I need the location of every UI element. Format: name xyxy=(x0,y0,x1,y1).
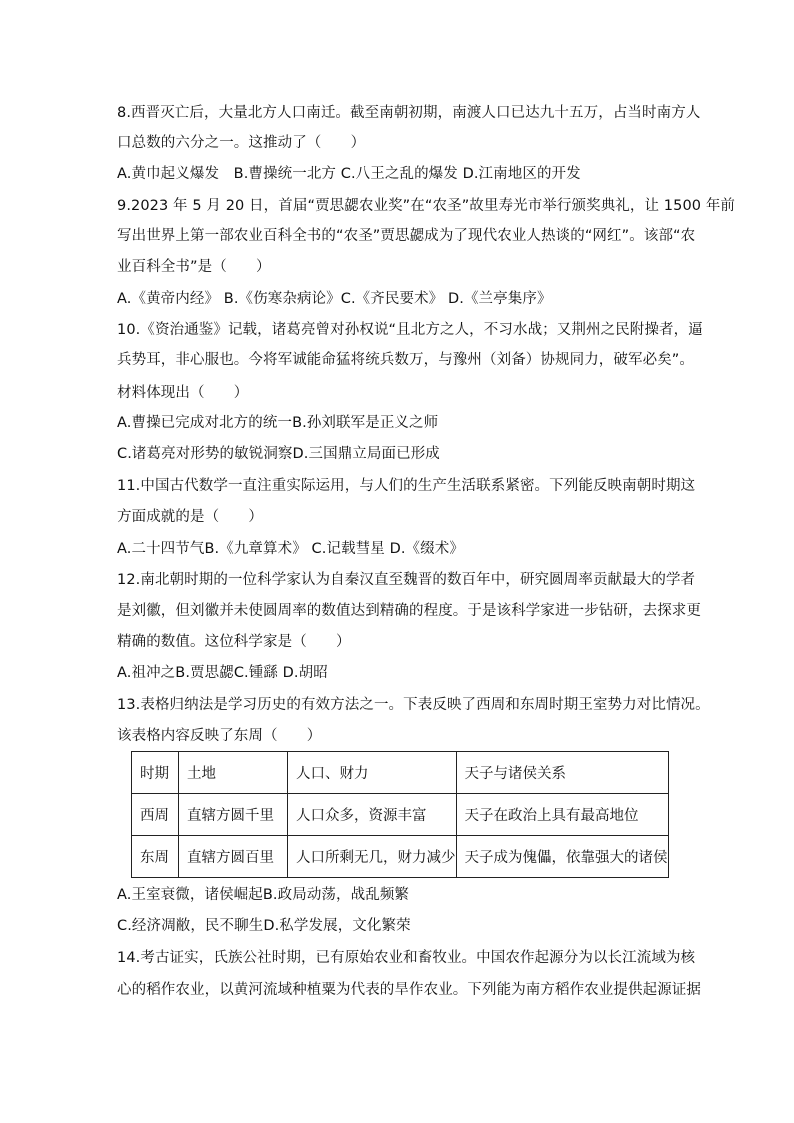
q10-stem-line-1: 10.《资治通鉴》记载，诸葛亮曾对孙权说“且北方之人，不习水战；又荆州之民附操者，逼 xyxy=(117,322,703,338)
table-header-cell: 人口、财力 xyxy=(288,752,457,794)
q13-table xyxy=(131,751,669,878)
q9-options: A.《黄帝内经》 B.《伤寒杂病论》C.《齐民要术》 D.《兰亭集序》 xyxy=(117,291,552,307)
q9-stem-line-3: 业百科全书”是（ ） xyxy=(117,259,271,275)
q13-options-line-1: A.王室衰微，诸侯崛起B.政局动荡，战乱频繁 xyxy=(117,887,410,903)
q11-options: A.二十四节气B.《九章算术》 C.记载彗星 D.《缀术》 xyxy=(117,541,464,557)
table-header-cell: 土地 xyxy=(179,752,288,794)
q14-stem-line-1: 14.考古证实，氏族公社时期，已有原始农业和畜牧业。中国农作起源分为以长江流域为核 xyxy=(117,950,696,966)
table-cell: 西周 xyxy=(132,794,179,836)
table-header-cell: 时期 xyxy=(132,752,179,794)
q13-stem-line-1: 13.表格归纳法是学习历史的有效方法之一。下表反映了西周和东周时期王室势力对比情况。 xyxy=(117,697,710,713)
table-cell: 直辖方圆百里 xyxy=(179,836,288,878)
q11-stem-line-2: 方面成就的是（ ） xyxy=(117,509,263,525)
q8-stem-line-1: 8.西晋灭亡后，大量北方人口南迁。截至南朝初期，南渡人口已达九十五万，占当时南方人 xyxy=(117,105,701,121)
table-cell: 东周 xyxy=(132,836,179,878)
table-row xyxy=(132,836,669,878)
table-header-cell: 天子与诸侯关系 xyxy=(456,752,668,794)
table-cell: 直辖方圆千里 xyxy=(179,794,288,836)
q10-options-line-1: A.曹操已完成对北方的统一B.孙刘联军是正义之师 xyxy=(117,415,439,431)
q8-stem-line-2: 口总数的六分之一。这推动了（ ） xyxy=(117,135,366,151)
q12-stem-line-3: 精确的数值。这位科学家是（ ） xyxy=(117,634,351,650)
table-cell: 人口所剩无几，财力减少 xyxy=(288,836,457,878)
q10-stem-line-2: 兵势耳，非心服也。今将军诚能命猛将统兵数万，与豫州（刘备）协规同力，破军必矣”。 xyxy=(117,352,695,368)
q13-stem-line-2: 该表格内容反映了东周（ ） xyxy=(117,728,322,744)
q8-options: A.黄巾起义爆发 B.曹操统一北方 C.八王之乱的爆发 D.江南地区的开发 xyxy=(117,166,581,182)
table-cell: 人口众多，资源丰富 xyxy=(288,794,457,836)
q14-stem-line-2: 心的稻作农业，以黄河流域种植粟为代表的旱作农业。下列能为南方稻作农业提供起源证据 xyxy=(117,982,701,998)
q12-options: A.祖冲之B.贾思勰C.锺繇 D.胡昭 xyxy=(117,665,328,681)
q13-options-line-2: C.经济凋敝，民不聊生D.私学发展，文化繁荣 xyxy=(117,918,411,934)
q9-stem-line-2: 写出世界上第一部农业百科全书的“农圣”贾思勰成为了现代农业人热谈的“网红”。该部“农 xyxy=(117,228,696,244)
q12-stem-line-1: 12.南北朝时期的一位科学家认为自秦汉直至魏晋的数百年中，研究圆周率贡献最大的学者 xyxy=(117,572,696,588)
q9-stem-line-1: 9.2023 年 5 月 20 日，首届“贾思勰农业奖”在“农圣”故里寿光市举行颁奖典礼，让 1500 年前 xyxy=(117,198,736,214)
table-cell: 天子成为傀儡，依靠强大的诸侯 xyxy=(456,836,668,878)
table-row xyxy=(132,794,669,836)
q10-stem-line-3: 材料体现出（ ） xyxy=(117,385,249,401)
q12-stem-line-2: 是刘徽，但刘徽并未使圆周率的数值达到精确的程度。于是该科学家进一步钻研，去探求更 xyxy=(117,603,701,619)
table-cell: 天子在政治上具有最高地位 xyxy=(456,794,668,836)
q10-options-line-2: C.诸葛亮对形势的敏锐洞察D.三国鼎立局面已形成 xyxy=(117,446,440,462)
table-header-row xyxy=(132,752,669,794)
q11-stem-line-1: 11.中国古代数学一直注重实际运用，与人们的生产生活联系紧密。下列能反映南朝时期这 xyxy=(117,478,696,494)
